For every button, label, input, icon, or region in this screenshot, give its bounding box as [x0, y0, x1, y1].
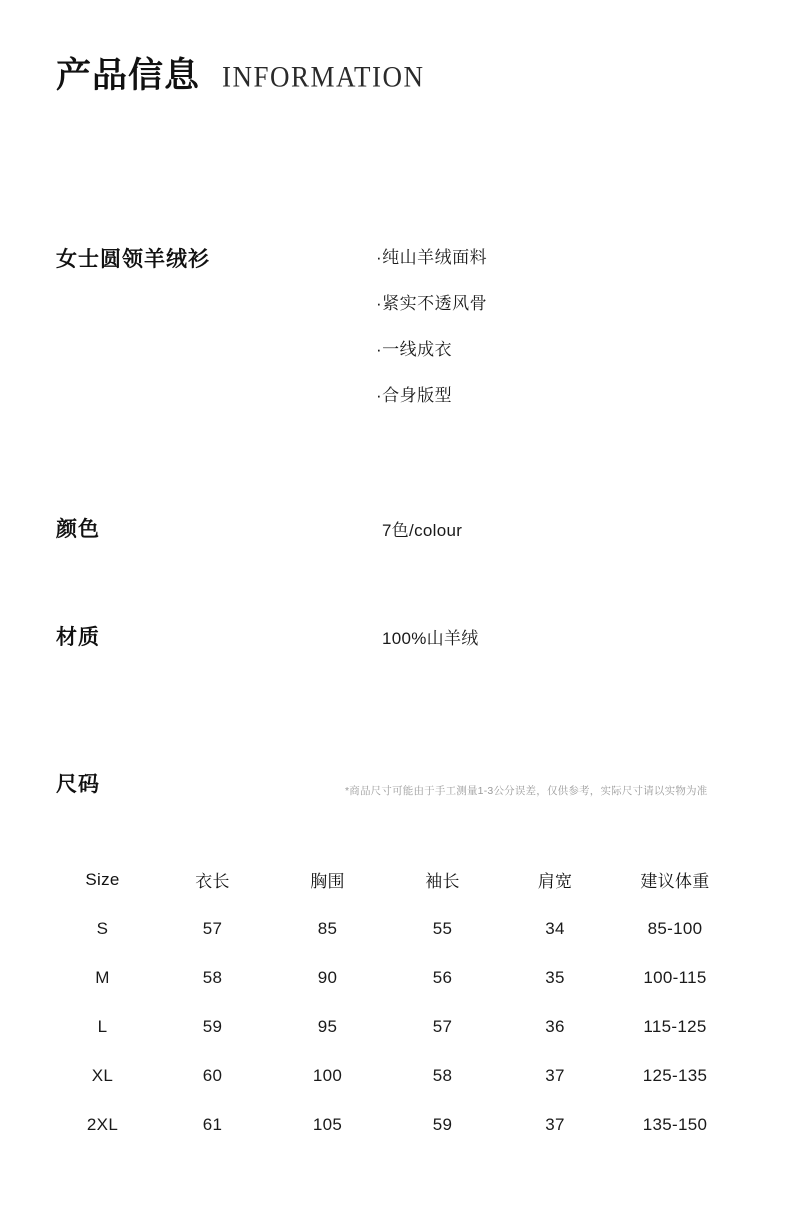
cell-sleeve: 56 — [432, 967, 453, 987]
cell-size: L — [97, 1016, 108, 1036]
column-header-length: 衣长 — [195, 872, 230, 891]
table-header-row — [50, 855, 740, 904]
column-header-shoulder: 肩宽 — [537, 872, 573, 891]
cell-weight: 135-150 — [642, 1114, 708, 1134]
cell-length: 60 — [202, 1065, 223, 1085]
page-title-cn: 产品信息 — [56, 56, 201, 95]
list-item: ·纯山羊绒面料 — [376, 248, 488, 267]
page-title-en: INFORMATION — [222, 60, 425, 94]
material-value: 100%山羊绒 — [382, 629, 479, 648]
cell-shoulder: 37 — [545, 1065, 565, 1085]
cell-length: 59 — [202, 1016, 223, 1036]
cell-weight: 115-125 — [643, 1016, 707, 1036]
cell-length: 61 — [202, 1114, 223, 1134]
cell-shoulder: 34 — [545, 918, 565, 938]
cell-sleeve: 57 — [432, 1016, 453, 1036]
color-value: 7色/colour — [382, 521, 463, 540]
cell-sleeve: 58 — [432, 1065, 453, 1085]
cell-bust: 105 — [312, 1114, 343, 1134]
table-row — [50, 904, 740, 953]
color-label: 颜色 — [56, 518, 100, 541]
table-row — [50, 1051, 740, 1100]
cell-size: 2XL — [86, 1114, 119, 1134]
material-label: 材质 — [56, 626, 100, 649]
cell-bust: 85 — [317, 918, 338, 938]
column-header-size: Size — [85, 869, 120, 889]
cell-bust: 90 — [317, 967, 338, 987]
column-header-weight: 建议体重 — [640, 872, 710, 891]
cell-weight: 85-100 — [647, 918, 703, 938]
cell-weight: 125-135 — [642, 1065, 708, 1085]
cell-sleeve: 55 — [432, 918, 453, 938]
table-row — [50, 1100, 740, 1149]
size-chart-table — [50, 855, 740, 1149]
cell-size: S — [96, 918, 109, 938]
column-header-sleeve: 袖长 — [425, 872, 460, 891]
cell-length: 58 — [202, 967, 223, 987]
product-feature-list — [376, 243, 487, 406]
cell-size: M — [95, 967, 110, 987]
size-measurement-note: *商品尺寸可能由于手工测量1-3公分误差，仅供参考，实际尺寸请以实物为准 — [345, 785, 708, 797]
cell-size: XL — [91, 1065, 114, 1085]
table-row — [50, 1002, 740, 1051]
page-header — [56, 58, 425, 93]
cell-shoulder: 36 — [545, 1016, 565, 1036]
column-header-bust: 胸围 — [310, 872, 345, 891]
list-item: ·合身版型 — [376, 386, 453, 405]
cell-sleeve: 59 — [432, 1114, 453, 1134]
table-row — [50, 953, 740, 1002]
product-name: 女士圆领羊绒衫 — [56, 248, 210, 271]
list-item: ·紧实不透风骨 — [376, 294, 488, 313]
cell-length: 57 — [202, 918, 223, 938]
cell-shoulder: 35 — [545, 967, 565, 987]
cell-weight: 100-115 — [643, 967, 707, 987]
size-section-label: 尺码 — [56, 773, 100, 796]
cell-shoulder: 37 — [545, 1114, 565, 1134]
list-item: ·一线成衣 — [376, 340, 453, 359]
cell-bust: 95 — [317, 1016, 338, 1036]
cell-bust: 100 — [312, 1065, 343, 1085]
